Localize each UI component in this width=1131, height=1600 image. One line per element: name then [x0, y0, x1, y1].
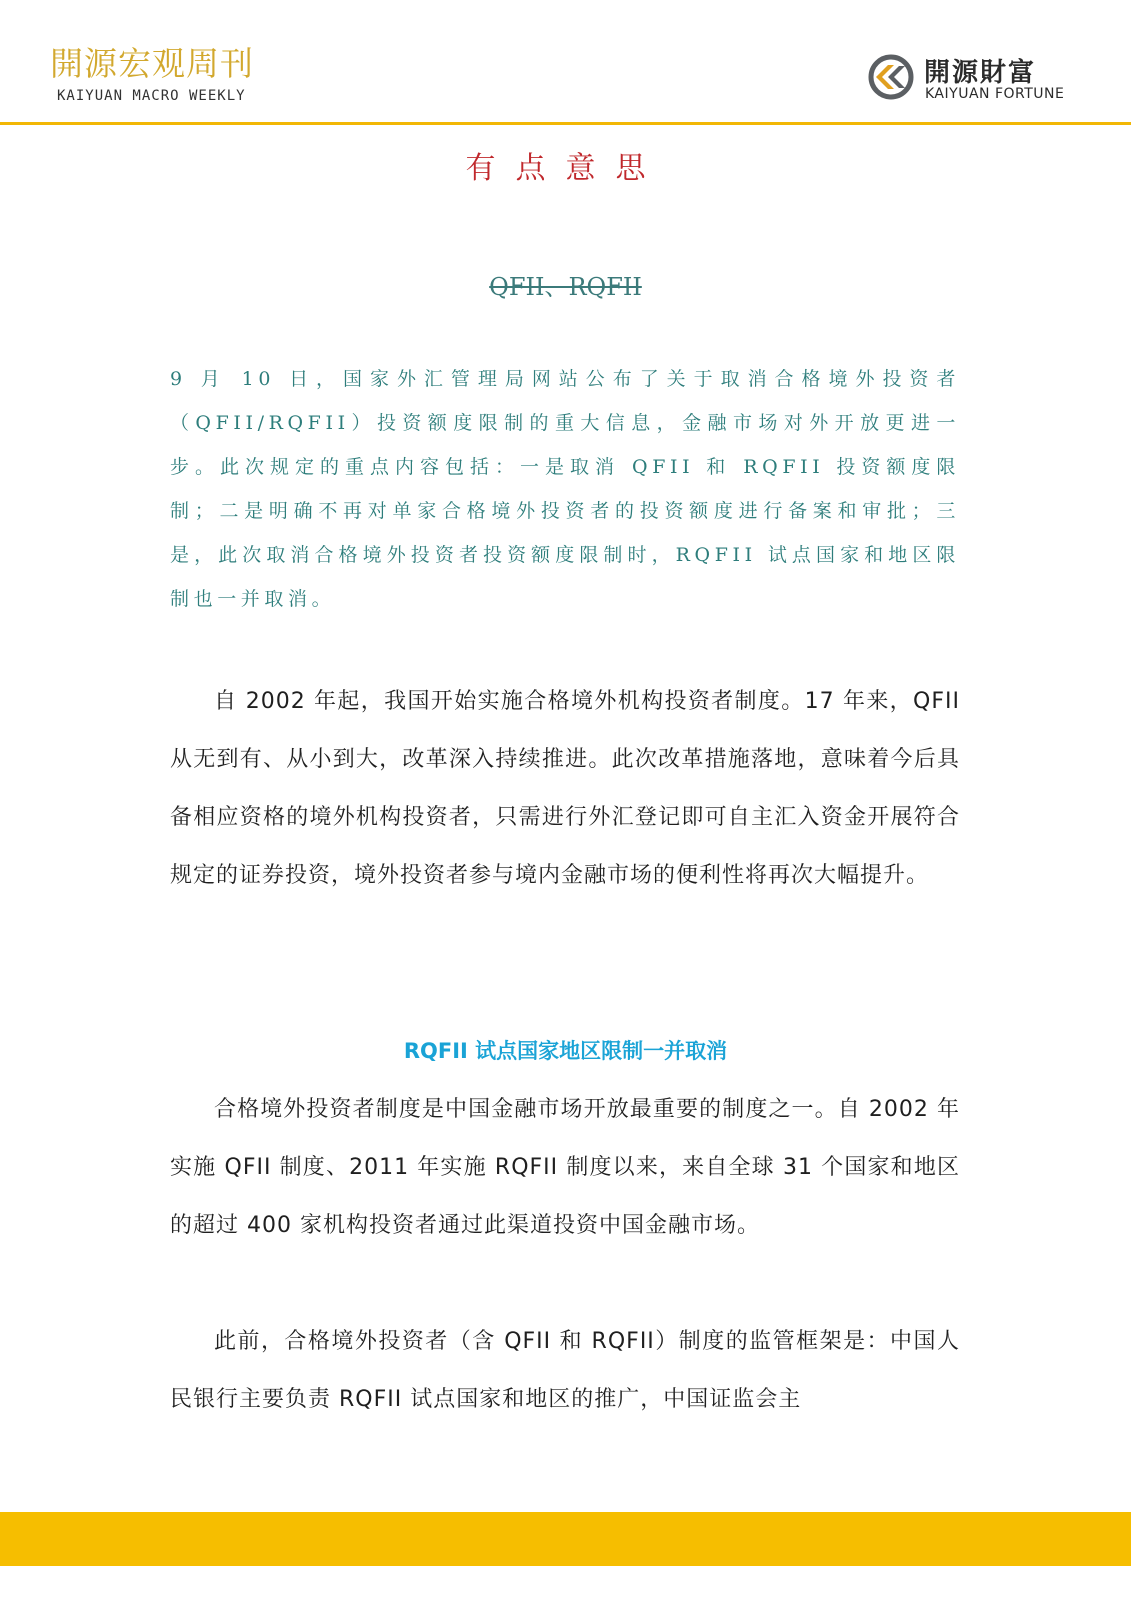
kaiyuan-logo-icon	[866, 52, 916, 102]
brand-title-cn: 開源宏观周刊	[50, 44, 254, 83]
body-paragraph-1: 自 2002 年起，我国开始实施合格境外机构投资者制度。17 年来，QFII 从无到有、从小到大，改革深入持续推进。此次改革措施落地，意味着今后具备相应资格的境外机构投资者，只需进行外汇登记即可自主汇入资金开展符合规定的证券投资，境外投资者参与境内金融市场的便利性将再次大幅提升。	[170, 689, 960, 888]
subheading: RQFII 试点国家地区限制一并取消	[403, 1039, 728, 1063]
footer-band	[0, 1512, 1131, 1566]
brand-title-en: KAIYUAN MACRO WEEKLY	[57, 88, 246, 104]
page-header	[0, 0, 1131, 126]
body-paragraph-3: 此前，合格境外投资者（含 QFII 和 RQFII）制度的监管框架是：中国人民银行主要负责 RQFII 试点国家和地区的推广，中国证监会主	[170, 1329, 960, 1412]
section-title: 有点意思	[465, 151, 666, 186]
abstract-paragraph: 9 月 10 日，国家外汇管理局网站公布了关于取消合格境外投资者（QFII/RQFII）投资额度限制的重大信息，金融市场对外开放更进一步。此次规定的重点内容包括：一是取消 QFII 和 RQFII 投资额度限制；二是明确不再对单家合格境外投资者的投资额度进行备案和审批；三是，此次取消合格境外投资者投资额度限制时，RQFII 试点国家和地区限制也一并取消。	[170, 368, 960, 610]
logo-text-cn: 開源財富	[924, 58, 1037, 88]
logo-text-en: KAIYUAN FORTUNE	[925, 86, 1065, 102]
kaiyuan-fortune-logo	[866, 52, 1084, 104]
body-paragraph-2: 合格境外投资者制度是中国金融市场开放最重要的制度之一。自 2002 年实施 QFII 制度、2011 年实施 RQFII 制度以来，来自全球 31 个国家和地区的超过 400 家机构投资者通过此渠道投资中国金融市场。	[170, 1097, 960, 1238]
topic-title: QFII、RQFII	[489, 273, 642, 301]
header-divider	[0, 122, 1131, 125]
